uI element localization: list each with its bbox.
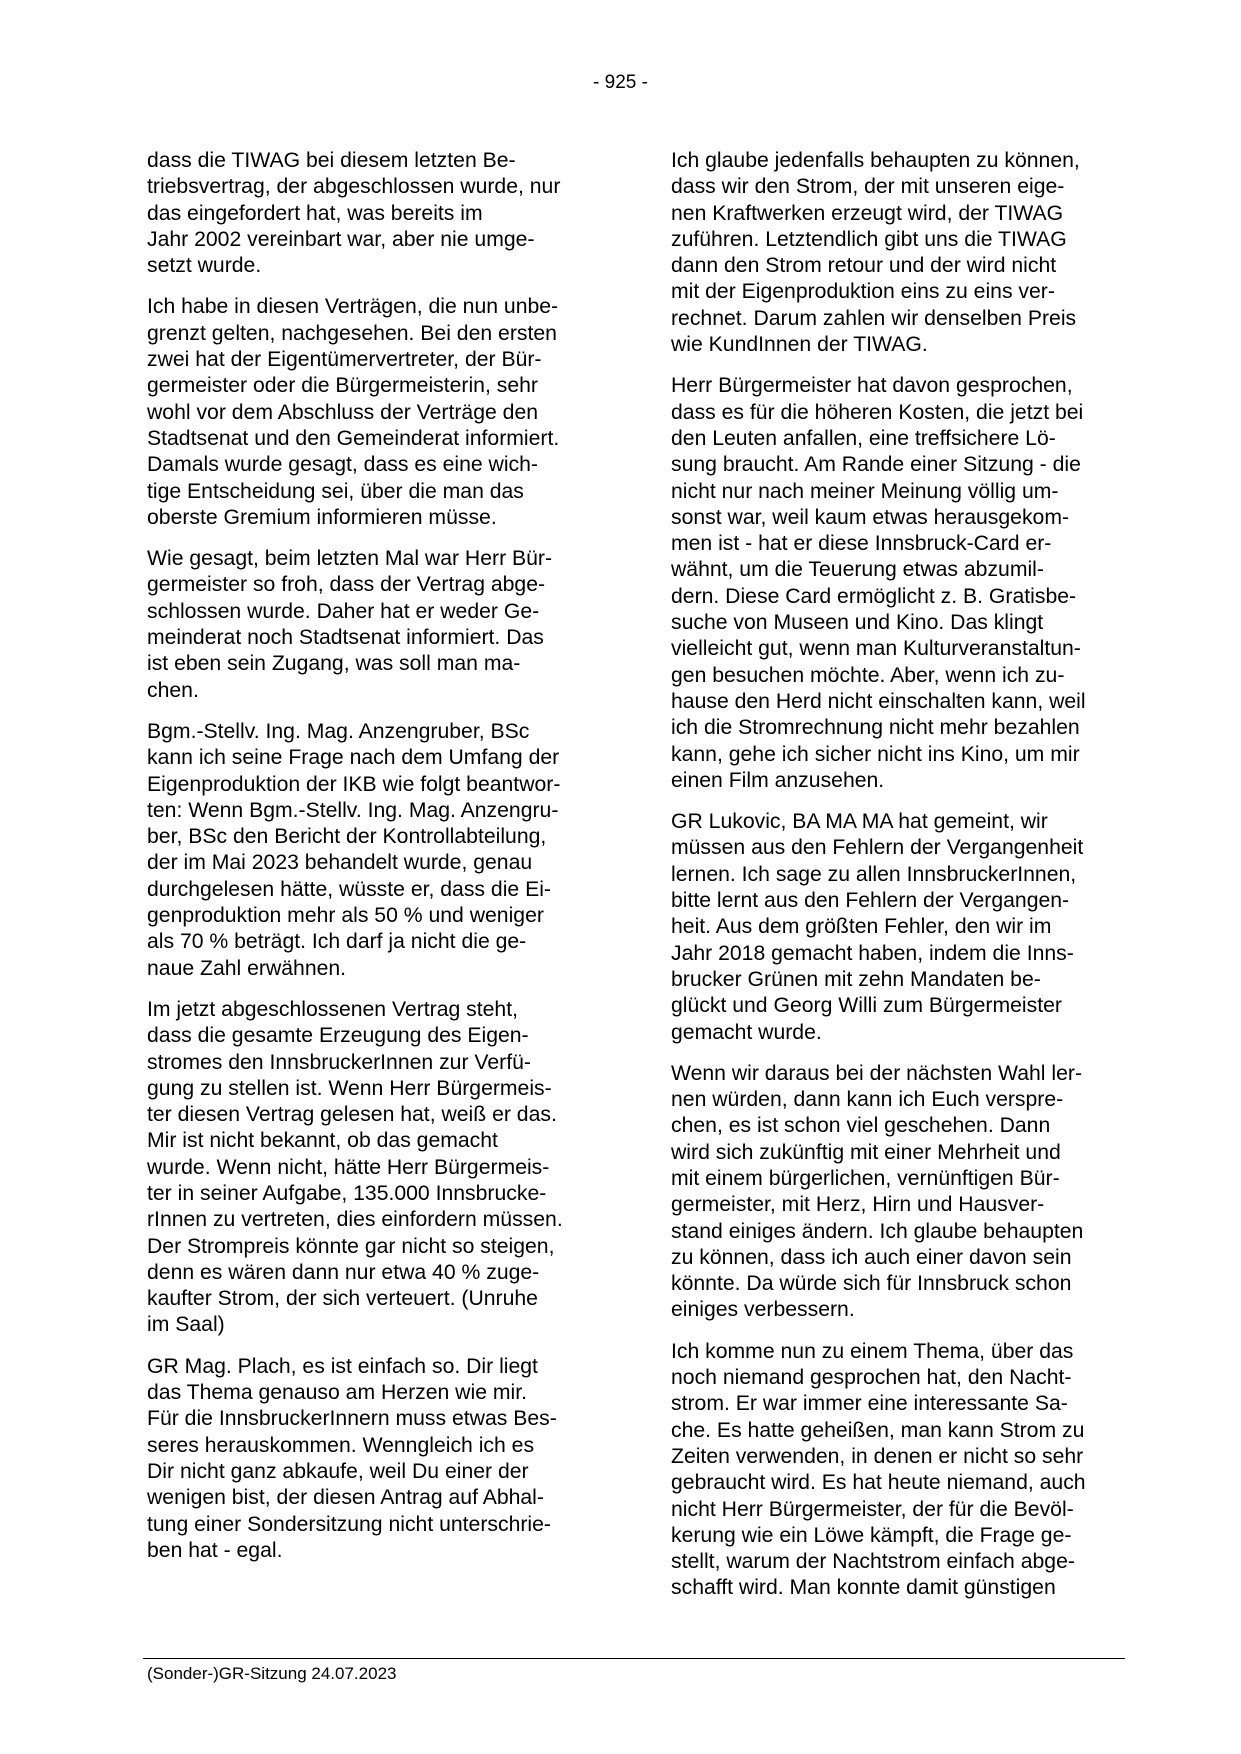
text-line: chen, es ist schon viel geschehen. Dann — [671, 1114, 1051, 1138]
text-line: denn es wären dann nur etwa 40 % zuge- — [147, 1260, 540, 1284]
footer-divider — [143, 1658, 1125, 1659]
text-line: stand einiges ändern. Ich glaube behaupten — [671, 1219, 1084, 1243]
text-line: dann den Strom retour und der wird nicht — [671, 254, 1057, 278]
text-line: triebsvertrag, der abgeschlossen wurde, nur — [147, 175, 561, 199]
text-line: wie KundInnen der TIWAG. — [671, 333, 928, 357]
text-line: Wie gesagt, beim letzten Mal war Herr Bür- — [147, 547, 553, 571]
paragraph — [671, 148, 1131, 358]
text-line: das eingefordert hat, was bereits im — [147, 201, 483, 225]
text-line: lernen. Ich sage zu allen InnsbruckerInnen, — [671, 862, 1077, 886]
right-column — [671, 148, 1131, 1617]
text-line: chen. — [147, 678, 199, 702]
text-line: Jahr 2018 gemacht haben, indem die Inns- — [671, 941, 1074, 965]
text-line: könnte. Da würde sich für Innsbruck schon — [671, 1272, 1072, 1296]
paragraph — [671, 1339, 1131, 1602]
text-line: Zeiten verwenden, in denen er nicht so sehr — [671, 1444, 1084, 1468]
text-line: Damals wurde gesagt, dass es eine wich- — [147, 453, 538, 477]
text-line: Der Strompreis könnte gar nicht so steigen, — [147, 1234, 555, 1258]
paragraph — [147, 148, 605, 279]
text-line: sonst war, weil kaum etwas herausgekom- — [671, 505, 1070, 529]
text-line: dass es für die höheren Kosten, die jetzt bei — [671, 400, 1084, 424]
text-line: gemacht wurde. — [671, 1020, 822, 1044]
text-line: schlossen wurde. Daher hat er weder Ge- — [147, 599, 540, 623]
paragraph — [147, 997, 605, 1339]
text-line: ber, BSc den Bericht der Kontrollabteilung, — [147, 825, 547, 849]
text-line: oberste Gremium informieren müsse. — [147, 505, 497, 529]
text-line: tige Entscheidung sei, über die man das — [147, 479, 524, 503]
text-line: germeister, mit Herz, Hirn und Hausver- — [671, 1193, 1045, 1217]
text-line: ten: Wenn Bgm.-Stellv. Ing. Mag. Anzengru- — [147, 798, 559, 822]
text-line: durchgelesen hätte, wüsste er, dass die Ei- — [147, 877, 551, 901]
text-line: wurde. Wenn nicht, hätte Herr Bürgermeis- — [147, 1155, 550, 1179]
text-line: ter in seiner Aufgabe, 135.000 Innsbrucke- — [147, 1181, 547, 1205]
text-line: kerung wie ein Löwe kämpft, die Frage ge- — [671, 1523, 1072, 1547]
text-line: nicht nur nach meiner Meinung völlig um- — [671, 479, 1059, 503]
text-line: nicht Herr Bürgermeister, der für die Bevöl- — [671, 1497, 1074, 1521]
text-line: grenzt gelten, nachgesehen. Bei den ersten — [147, 321, 557, 345]
text-line: naue Zahl erwähnen. — [147, 956, 347, 980]
text-line: bitte lernt aus den Fehlern der Vergangen- — [671, 889, 1070, 913]
text-line: Mir ist nicht bekannt, ob das gemacht — [147, 1129, 498, 1153]
text-line: dass die gesamte Erzeugung des Eigen- — [147, 1024, 529, 1048]
text-line: im Saal) — [147, 1313, 225, 1337]
text-line: Ich glaube jedenfalls behaupten zu können, — [671, 149, 1080, 172]
text-line: meinderat noch Stadtsenat informiert. Das — [147, 626, 544, 650]
text-line: germeister so froh, dass der Vertrag abge- — [147, 573, 546, 597]
text-line: Wenn wir daraus bei der nächsten Wahl ler- — [671, 1061, 1082, 1085]
text-line: glückt und Georg Willi zum Bürgermeister — [671, 994, 1062, 1018]
paragraph — [147, 719, 605, 982]
text-line: nen Kraftwerken erzeugt wird, der TIWAG — [671, 201, 1064, 225]
paragraph — [147, 1354, 605, 1564]
text-line: gen besuchen möchte. Aber, wenn ich zu- — [671, 663, 1065, 687]
text-line: che. Es hatte geheißen, man kann Strom zu — [671, 1418, 1085, 1442]
text-line: rechnet. Darum zahlen wir denselben Preis — [671, 306, 1077, 330]
text-line: heit. Aus dem größten Fehler, den wir im — [671, 915, 1052, 939]
text-line: sung braucht. Am Rande einer Sitzung - die — [671, 453, 1081, 477]
text-line: suche von Museen und Kino. Das klingt — [671, 611, 1044, 635]
text-line: Herr Bürgermeister hat davon gesprochen, — [671, 374, 1073, 398]
text-line: stromes den InnsbruckerInnen zur Verfü- — [147, 1050, 531, 1074]
text-line: das Thema genauso am Herzen wie mir. — [147, 1381, 527, 1405]
text-line: germeister oder die Bürgermeisterin, sehr — [147, 374, 538, 398]
text-line: Für die InnsbruckerInnern muss etwas Bes- — [147, 1407, 557, 1431]
text-line: wird sich zukünftig mit einer Mehrheit und — [671, 1140, 1061, 1164]
text-line: gung zu stellen ist. Wenn Herr Bürgermeis- — [147, 1076, 552, 1100]
text-line: rInnen zu vertreten, dies einfordern müssen. — [147, 1208, 563, 1232]
text-line: genproduktion mehr als 50 % und weniger — [147, 904, 544, 928]
text-line: dern. Diese Card ermöglicht z. B. Gratisbe- — [671, 584, 1077, 608]
text-line: strom. Er war immer eine interessante Sa- — [671, 1392, 1068, 1416]
text-line: Bgm.-Stellv. Ing. Mag. Anzengruber, BSc — [147, 719, 530, 743]
text-line: zu können, dass ich auch einer davon sein — [671, 1245, 1072, 1269]
text-line: Ich habe in diesen Verträgen, die nun unbe- — [147, 295, 559, 319]
text-line: kaufter Strom, der sich verteuert. (Unruhe — [147, 1287, 538, 1311]
text-line: wohl vor dem Abschluss der Verträge den — [147, 400, 539, 424]
paragraph — [147, 546, 605, 704]
text-line: zuführen. Letztendlich gibt uns die TIWAG — [671, 227, 1067, 251]
text-line: tung einer Sondersitzung nicht unterschrie- — [147, 1512, 551, 1536]
page-number: - 925 - — [593, 72, 648, 93]
text-line: einen Film anzusehen. — [671, 768, 885, 792]
text-line: ist eben sein Zugang, was soll man ma- — [147, 652, 521, 676]
text-line: hause den Herd nicht einschalten kann, weil — [671, 689, 1086, 713]
text-line: zwei hat der Eigentümervertreter, der Bür- — [147, 348, 542, 372]
text-line: GR Mag. Plach, es ist einfach so. Dir liegt — [147, 1354, 538, 1378]
text-line: vielleicht gut, wenn man Kulturveranstaltun- — [671, 637, 1081, 661]
text-line: schafft wird. Man konnte damit günstigen — [671, 1576, 1056, 1600]
text-line: setzt wurde. — [147, 254, 262, 278]
text-line: seres herauskommen. Wenngleich ich es — [147, 1433, 535, 1457]
text-line: men ist - hat er diese Innsbruck-Card er- — [671, 532, 1052, 556]
text-line: kann, gehe ich sicher nicht ins Kino, um mir — [671, 742, 1080, 766]
text-line: ich die Stromrechnung nicht mehr bezahlen — [671, 716, 1080, 740]
text-line: Stadtsenat und den Gemeinderat informiert. — [147, 426, 560, 450]
text-line: mit einem bürgerlichen, vernünftigen Bür- — [671, 1166, 1060, 1190]
text-line: kann ich seine Frage nach dem Umfang der — [147, 746, 560, 770]
text-line: dass wir den Strom, der mit unseren eige- — [671, 175, 1065, 199]
text-line: den Leuten anfallen, eine treffsichere Lö- — [671, 426, 1056, 450]
text-line: stellt, warum der Nachtstrom einfach abge- — [671, 1550, 1075, 1574]
text-line: müssen aus den Fehlern der Vergangenheit — [671, 836, 1084, 860]
text-line: GR Lukovic, BA MA MA hat gemeint, wir — [671, 810, 1048, 834]
text-line: dass die TIWAG bei diesem letzten Be- — [147, 149, 516, 172]
text-line: wenigen bist, der diesen Antrag auf Abhal- — [147, 1486, 544, 1510]
text-line: noch niemand gesprochen hat, den Nacht- — [671, 1366, 1072, 1390]
text-line: gebraucht wird. Es hat heute niemand, auch — [671, 1471, 1086, 1495]
paragraph — [671, 373, 1131, 794]
paragraph — [147, 294, 605, 531]
text-line: einiges verbessern. — [671, 1298, 855, 1322]
text-line: Eigenproduktion der IKB wie folgt beantwor- — [147, 772, 561, 796]
text-line: der im Mai 2023 behandelt wurde, genau — [147, 851, 533, 875]
text-line: ben hat - egal. — [147, 1538, 283, 1562]
text-line: Ich komme nun zu einem Thema, über das — [671, 1339, 1074, 1363]
text-line: wähnt, um die Teuerung etwas abzumil- — [671, 558, 1044, 582]
text-line: ter diesen Vertrag gelesen hat, weiß er das. — [147, 1103, 557, 1127]
paragraph — [671, 1061, 1131, 1324]
text-line: Dir nicht ganz abkaufe, weil Du einer der — [147, 1459, 529, 1483]
text-line: mit der Eigenproduktion eins zu eins ver- — [671, 280, 1055, 304]
footer-session-label: (Sonder-)GR-Sitzung 24.07.2023 — [147, 1664, 397, 1683]
text-line: als 70 % beträgt. Ich darf ja nicht die ge- — [147, 930, 527, 954]
text-line: brucker Grünen mit zehn Mandaten be- — [671, 967, 1041, 991]
text-line: Jahr 2002 vereinbart war, aber nie umge- — [147, 227, 535, 251]
text-line: nen würden, dann kann ich Euch verspre- — [671, 1088, 1064, 1112]
paragraph — [671, 809, 1131, 1046]
text-line: Im jetzt abgeschlossenen Vertrag steht, — [147, 997, 518, 1021]
left-column — [147, 148, 605, 1579]
